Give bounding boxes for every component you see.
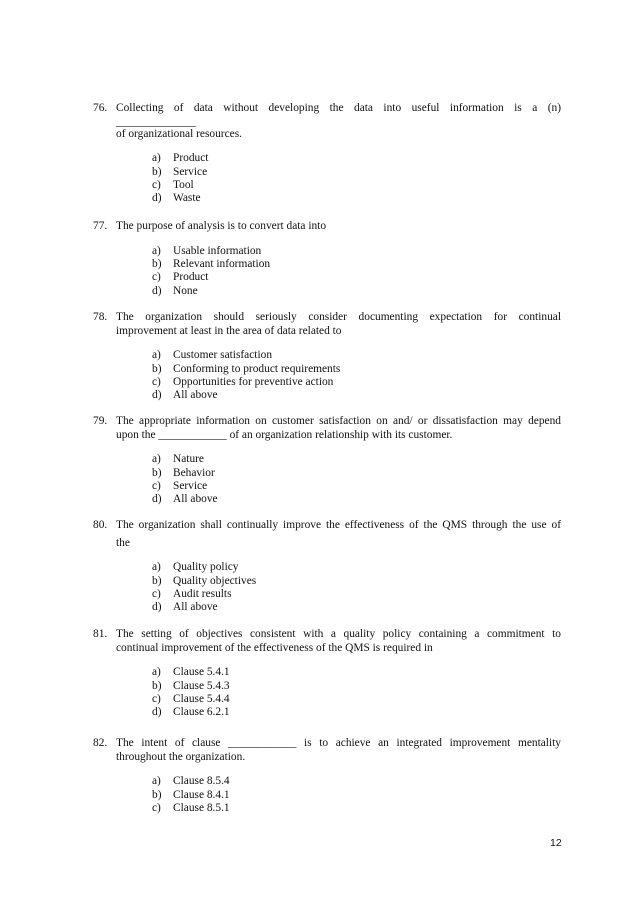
option (152, 285, 561, 298)
option-letter: a) (152, 244, 161, 257)
options-list (152, 666, 561, 720)
options-list (152, 245, 561, 299)
option (152, 680, 561, 693)
option-text: Quality objectives (173, 574, 257, 587)
question-number: 79. (93, 415, 108, 427)
question-77 (93, 220, 561, 298)
option-letter: a) (152, 561, 161, 574)
option-text: Product (173, 152, 209, 165)
option (152, 575, 561, 588)
option-letter: c) (152, 271, 161, 284)
question-number: 78. (93, 311, 108, 323)
option-letter: a) (152, 349, 161, 362)
option-text: Relevant information (173, 257, 271, 270)
option (152, 271, 561, 284)
option-letter: b) (152, 165, 162, 178)
question-text (116, 519, 561, 550)
question-line: continual improvement of the effectiveness of the QMS is required in (116, 641, 433, 654)
option-letter: a) (152, 152, 161, 165)
question-line: The organization should seriously consider documenting expectation for continual (116, 311, 561, 323)
question-line: improvement at least in the area of data related to (116, 324, 342, 337)
option (152, 245, 561, 258)
question-line: Collecting of data without developing the data into useful information is a (n) (116, 102, 561, 114)
option (152, 706, 561, 719)
option-letter: d) (152, 389, 162, 402)
options-list (152, 561, 561, 615)
question-number: 80. (93, 519, 108, 531)
option-letter: c) (152, 479, 161, 492)
question-82 (93, 737, 561, 815)
option (152, 258, 561, 271)
option-letter: d) (152, 284, 162, 297)
option (152, 789, 561, 802)
option-text: Usable information (173, 244, 262, 257)
option-letter: a) (152, 666, 161, 679)
question-line: the (116, 536, 130, 549)
option (152, 349, 561, 362)
question-text (116, 311, 561, 338)
option (152, 453, 561, 466)
option-letter: a) (152, 775, 161, 788)
question-76 (93, 102, 561, 206)
option-letter: d) (152, 601, 162, 614)
option (152, 480, 561, 493)
question-number: 81. (93, 628, 108, 640)
option (152, 179, 561, 192)
option-letter: a) (152, 453, 161, 466)
option (152, 493, 561, 506)
options-list (152, 453, 561, 507)
option-letter: c) (152, 375, 161, 388)
options-list (152, 152, 561, 206)
option-text: Clause 8.5.4 (173, 775, 230, 788)
option-text: Nature (173, 453, 204, 466)
option-text: Service (173, 165, 208, 178)
question-number: 77. (93, 220, 108, 232)
option-letter: c) (152, 587, 161, 600)
option-letter: c) (152, 178, 161, 191)
question-line: throughout the organization. (116, 750, 246, 763)
option (152, 601, 561, 614)
option-text: Clause 8.4.1 (173, 788, 230, 801)
question-number: 82. (93, 737, 108, 749)
option (152, 192, 561, 205)
option-text: Clause 6.2.1 (173, 706, 230, 719)
option-text: All above (173, 389, 218, 402)
option (152, 802, 561, 815)
question-81 (93, 628, 561, 720)
question-line: upon the ____________ of an organization relationship with its customer. (116, 428, 453, 441)
question-line: The purpose of analysis is to convert data into (116, 220, 327, 232)
option-letter: b) (152, 574, 162, 587)
option-text: Conforming to product requirements (173, 362, 341, 375)
option (152, 588, 561, 601)
option (152, 166, 561, 179)
question-79 (93, 415, 561, 507)
option-text: Tool (173, 178, 194, 191)
option (152, 152, 561, 165)
option-text: Clause 5.4.1 (173, 666, 230, 679)
question-text (116, 220, 561, 234)
question-78 (93, 311, 561, 403)
question-text (116, 737, 561, 764)
option-text: Waste (173, 192, 201, 205)
option (152, 775, 561, 788)
question-number: 76. (93, 102, 108, 114)
question-line: of organizational resources. (116, 127, 242, 140)
option-text: All above (173, 601, 218, 614)
option (152, 376, 561, 389)
options-list (152, 349, 561, 403)
question-text (116, 415, 561, 442)
answer-blank: ______________ (116, 115, 196, 128)
option-text: Clause 5.4.4 (173, 692, 230, 705)
option-letter: c) (152, 801, 161, 814)
option-text: Audit results (173, 587, 232, 600)
option-letter: d) (152, 493, 162, 506)
option (152, 693, 561, 706)
question-line: The appropriate information on customer satisfaction on and/ or dissatisfaction may depend (116, 415, 561, 427)
options-list (152, 775, 561, 815)
option-text: Service (173, 479, 208, 492)
option-text: Customer satisfaction (173, 349, 273, 362)
option (152, 467, 561, 480)
option (152, 389, 561, 402)
option (152, 363, 561, 376)
option-letter: d) (152, 192, 162, 205)
option-text: Product (173, 271, 209, 284)
question-80 (93, 519, 561, 615)
question-line: The setting of objectives consistent with a quality policy containing a commitment to (116, 628, 561, 640)
option-letter: c) (152, 692, 161, 705)
option (152, 666, 561, 679)
option-letter: b) (152, 788, 162, 801)
option-text: All above (173, 493, 218, 506)
option (152, 561, 561, 574)
question-line: The intent of clause ____________ is to achieve an integrated improvement mentality (116, 737, 561, 749)
option-text: Opportunities for preventive action (173, 375, 334, 388)
option-text: Quality policy (173, 561, 239, 574)
option-letter: b) (152, 362, 162, 375)
page-number: 12 (550, 837, 562, 849)
option-text: Clause 8.5.1 (173, 801, 230, 814)
question-text (116, 102, 561, 141)
option-letter: d) (152, 706, 162, 719)
option-text: None (173, 284, 198, 297)
option-letter: b) (152, 257, 162, 270)
option-letter: b) (152, 466, 162, 479)
question-text (116, 628, 561, 655)
option-text: Behavior (173, 466, 215, 479)
option-text: Clause 5.4.3 (173, 679, 230, 692)
question-line: The organization shall continually improve the effectiveness of the QMS through the use of (116, 519, 561, 531)
option-letter: b) (152, 679, 162, 692)
